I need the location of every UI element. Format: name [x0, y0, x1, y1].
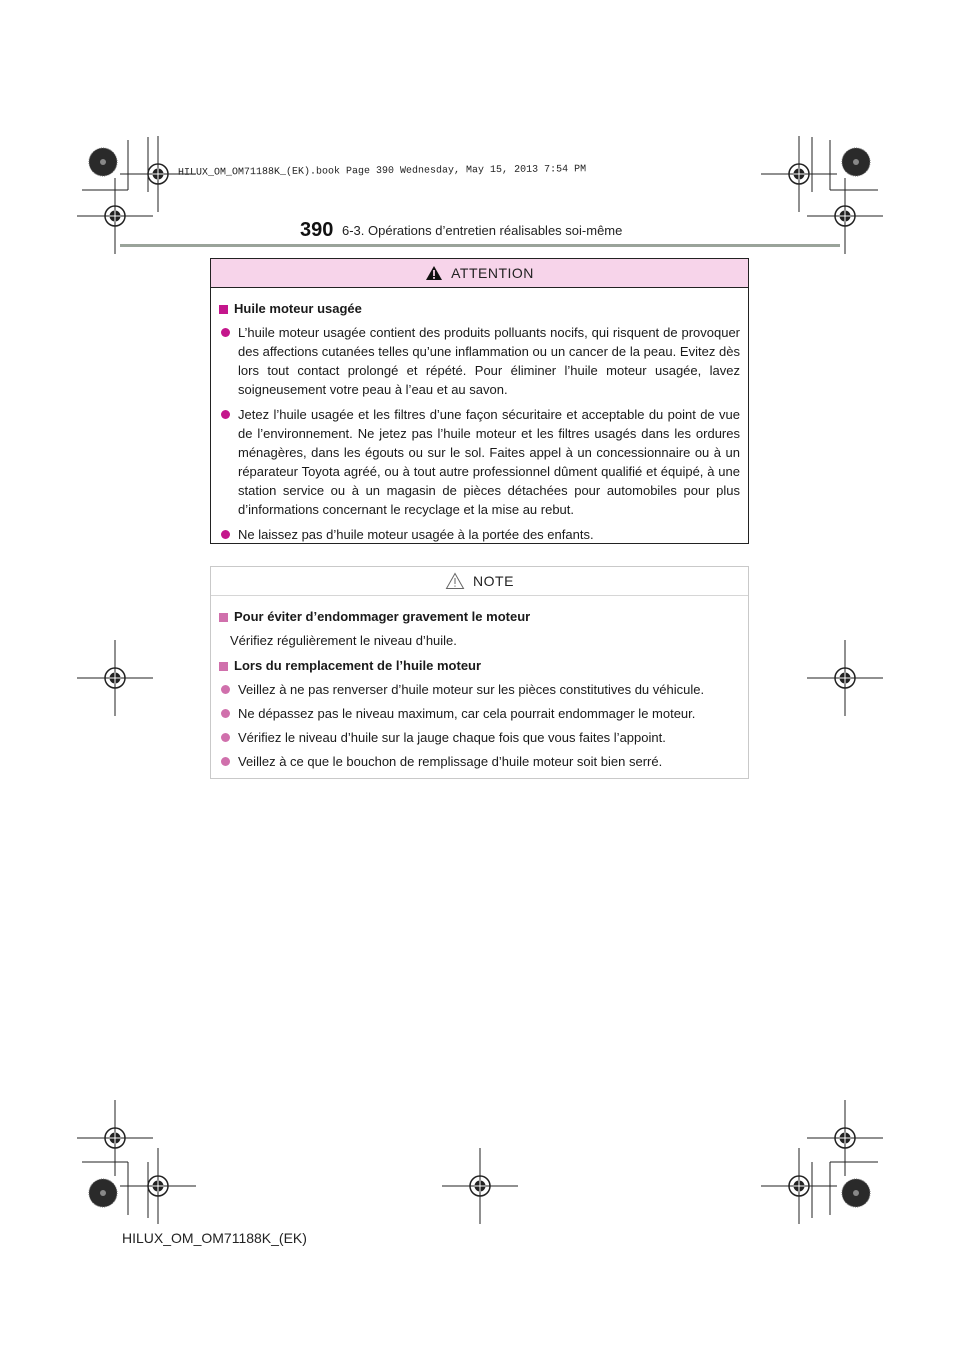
starburst-target-icon [842, 148, 870, 176]
attention-heading-text: Huile moteur usagée [234, 301, 362, 316]
bullet-dot-icon [221, 733, 230, 742]
page-number: 390 [300, 219, 334, 241]
bullet-dot-icon [221, 328, 230, 337]
note-heading-1-text: Pour éviter d’endommager gravement le moteur [234, 609, 531, 624]
bullet-dot-icon [221, 757, 230, 766]
attention-heading [219, 300, 740, 318]
registration-mark-icon [807, 1100, 883, 1176]
bullet-text: Veillez à ce que le bouchon de remplissage d’huile moteur soit bien serré. [238, 754, 663, 769]
bullet-dot-icon [221, 530, 230, 539]
attention-header [211, 259, 748, 288]
section-title: 6-3. Opérations d’entretien réalisables soi-même [342, 223, 623, 238]
note-text-1: Vérifiez régulièrement le niveau d’huile. [230, 633, 457, 648]
note-heading-1 [219, 608, 740, 626]
warning-triangle-outline-icon [445, 572, 465, 590]
list-item [219, 323, 740, 399]
registration-mark-icon [77, 178, 153, 254]
list-item [219, 752, 740, 771]
list-item [219, 405, 740, 519]
registration-mark-icon [77, 1100, 153, 1176]
registration-mark-icon [77, 640, 153, 716]
attention-box [210, 258, 749, 544]
registration-mark-icon [761, 1148, 837, 1224]
bullet-text: Ne dépassez pas le niveau maximum, car cela pourrait endommager le moteur. [238, 706, 696, 721]
footer-model: HILUX_OM_OM71188K_(EK) [122, 1230, 307, 1246]
registration-mark-icon [807, 640, 883, 716]
list-item [219, 680, 740, 699]
bullet-text: Veillez à ne pas renverser d’huile moteur sur les pièces constitutives du véhicule. [238, 682, 705, 697]
registration-mark-icon [761, 136, 837, 212]
list-item [219, 525, 740, 544]
bullet-dot-icon [221, 685, 230, 694]
note-box [210, 566, 749, 779]
square-bullet-icon [219, 613, 228, 622]
bullet-dot-icon [221, 410, 230, 419]
warning-triangle-filled-icon [425, 265, 443, 281]
bullet-dot-icon [221, 709, 230, 718]
bullet-text: Ne laissez pas d’huile moteur usagée à la portée des enfants. [238, 527, 594, 542]
starburst-target-icon [89, 148, 117, 176]
bullet-text: L’huile moteur usagée contient des produits polluants nocifs, qui risquent de provoquer des affections cutanées telles qu’une inflammation ou un cancer de la peau. Evitez dès lors tout contact prolongé et répété. Pour éliminer l’huile moteur usagée, lavez soigneusement votre peau à l’eau et au savon. [238, 325, 740, 397]
note-heading-2 [219, 657, 740, 675]
list-item [219, 728, 740, 747]
square-bullet-icon [219, 305, 228, 314]
registration-mark-icon [442, 1148, 518, 1224]
starburst-target-icon [89, 1179, 117, 1207]
print-info: HILUX_OM_OM71188K_(EK).book Page 390 Wednesday, May 15, 2013 7:54 PM [177, 164, 587, 179]
registration-mark-icon [807, 178, 883, 254]
attention-label: ATTENTION [451, 265, 534, 281]
list-item [219, 704, 740, 723]
note-label: NOTE [473, 573, 514, 589]
header-rule [120, 244, 840, 247]
registration-mark-icon [120, 1148, 196, 1224]
square-bullet-icon [219, 662, 228, 671]
starburst-target-icon [842, 1179, 870, 1207]
note-heading-2-text: Lors du remplacement de l’huile moteur [234, 658, 482, 673]
bullet-text: Jetez l’huile usagée et les filtres d’une façon sécuritaire et acceptable du point de vue de l’environnement. Ne jetez pas l’huile moteur et les filtres usagés dans les ordures ménagères, dans les égouts ou sur le sol. Faites appel à un concessionnaire ou à un réparateur Toyota agréé, ou à tout autre professionnel dûment qualifié et équipé, à une station service ou à un magasin de pièces détachées pour automobiles pour plus d’informations concernant le recyclage et la mise au rebut. [238, 407, 740, 517]
note-header [211, 567, 748, 596]
bullet-text: Vérifiez le niveau d’huile sur la jauge chaque fois que vous faites l’appoint. [238, 730, 666, 745]
